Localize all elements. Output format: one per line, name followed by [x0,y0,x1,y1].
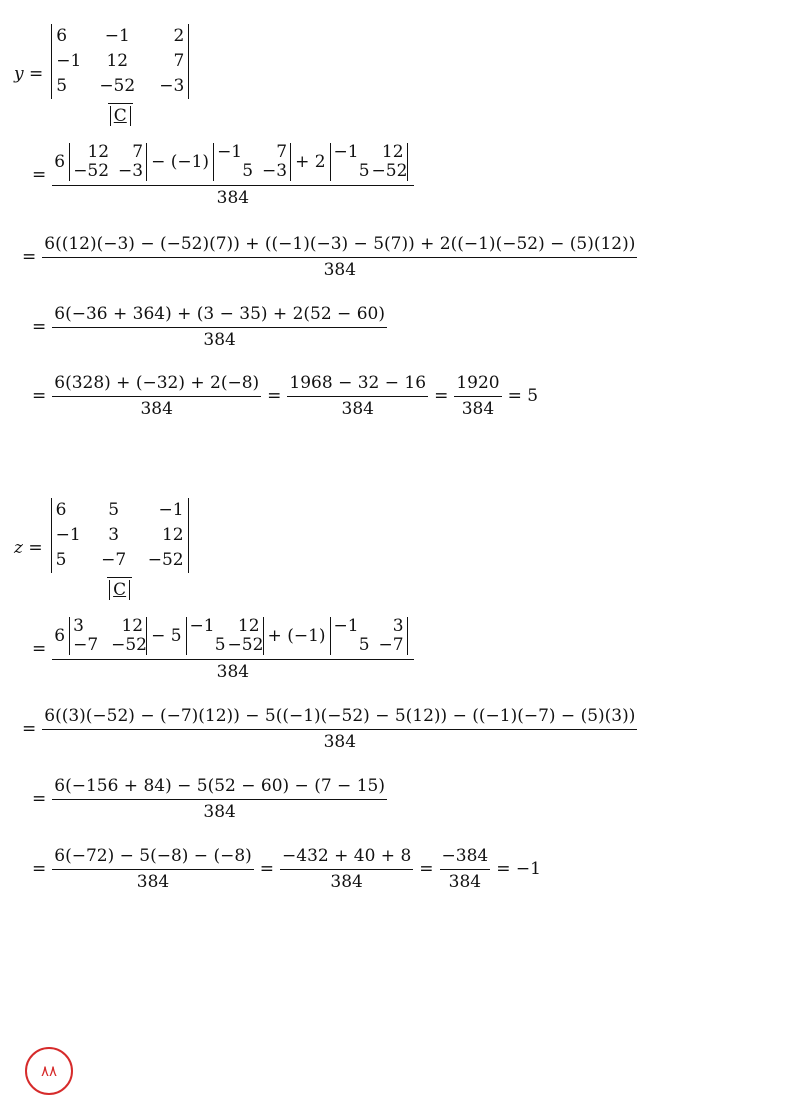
numerator: 6(−72) − 5(−8) − (−8) [54,846,252,866]
denominator: 384 [287,396,428,418]
equals: = [32,386,47,406]
equals: = [22,719,37,739]
z-matrix-cell: −7 [101,550,127,570]
page-number-badge: ٨٨ [25,1047,73,1095]
numerator: −432 + 40 + 8 [282,846,412,866]
z-matrix-cell: 5 [108,500,120,520]
numerator: 6((3)(−52) − (−7)(12)) − 5((−1)(−52) − 5(12)) − ((−1)(−7) − (5)(3)) [44,706,636,726]
equals: = [434,386,449,406]
denominator: 384 [42,257,637,279]
minor-1: 12 7 −52 −3 [69,143,147,181]
z-matrix-cell: 3 [108,525,120,545]
numerator: 6(−156 + 84) − 5(52 − 60) − (7 − 15) [54,776,385,796]
z-result: = −1 [496,859,541,879]
z-label: z = [14,538,43,558]
z-cramer-fraction [49,498,191,599]
numerator: 6((12)(−3) − (−52)(7)) + ((−1)(−3) − 5(7)) + 2((−1)(−52) − (5)(12)) [44,234,636,254]
denominator: 384 [52,185,413,207]
z-step-3 [26,778,387,821]
z-matrix-cell: −1 [55,525,81,545]
y-matrix-cell: −1 [104,26,130,46]
z-matrix-cell: −1 [158,500,184,520]
y-matrix [51,24,189,99]
coefficient: 6 [54,151,66,172]
det-c: C [109,580,130,600]
z-matrix-cell: −52 [147,550,184,570]
z-matrix-cell: 12 [161,525,184,545]
y-cofactor-expansion [52,143,413,207]
z-matrix-cell: 6 [55,500,67,520]
denominator: 384 [440,869,491,891]
denominator: 384 [454,396,501,418]
numerator: 6(328) + (−32) + 2(−8) [54,373,260,393]
z-cofactor-expansion [52,617,413,681]
z-matrix-cell: 5 [55,550,67,570]
y-matrix-cell: 5 [56,76,68,96]
coefficient: − (−1) [151,151,210,172]
y-matrix-cell: 12 [106,51,129,71]
y-matrix-cell: 6 [56,26,68,46]
denominator: 384 [280,869,413,891]
y-label: y = [14,64,44,84]
minor-3: −1 12 5 −52 [330,143,408,181]
denominator: 384 [52,869,254,891]
y-matrix-cell: −1 [56,51,82,71]
z-step-2 [16,708,637,751]
equals: = [259,859,275,879]
coefficient: − 5 [151,625,182,646]
y-matrix-cell: −52 [99,76,136,96]
denominator: 384 [52,327,387,349]
equals: = [267,386,282,406]
y-step-4 [26,375,538,418]
equals: = [32,317,47,337]
minor-3: −1 3 5 −7 [330,617,408,655]
numerator: −384 [441,846,489,866]
y-step-2 [16,236,637,279]
equals: = [22,247,37,267]
y-step-1 [26,143,414,207]
equals: = [32,789,47,809]
denominator: 384 [52,659,413,681]
y-cramer-fraction [49,24,191,125]
z-matrix [51,498,189,573]
y-definition [14,24,191,125]
numerator: 1920 [456,373,500,393]
minor-2: −1 12 5 −52 [186,617,264,655]
y-step-3 [26,306,387,349]
y-result: = 5 [507,386,539,406]
equals: = [419,859,434,879]
z-definition [14,498,191,599]
coefficient: + 2 [295,151,326,172]
numerator: 6(−36 + 364) + (3 − 35) + 2(52 − 60) [54,304,385,324]
z-step-4 [26,848,541,891]
det-c: C [110,106,131,126]
denominator: 384 [42,729,637,751]
equals: = [32,638,47,659]
equals: = [32,164,47,185]
denominator: 384 [52,396,261,418]
numerator: 1968 − 32 − 16 [289,373,427,393]
coefficient: 6 [54,625,66,646]
denominator: 384 [52,799,387,821]
minor-1: 3 12 −7 −52 [69,617,147,655]
coefficient: + (−1) [267,625,326,646]
minor-2: −1 7 5 −3 [213,143,291,181]
y-matrix-cell: −3 [159,76,185,96]
y-matrix-cell: 7 [173,51,185,71]
y-matrix-cell: 2 [173,26,185,46]
equals: = [32,859,47,879]
z-step-1 [26,617,414,681]
